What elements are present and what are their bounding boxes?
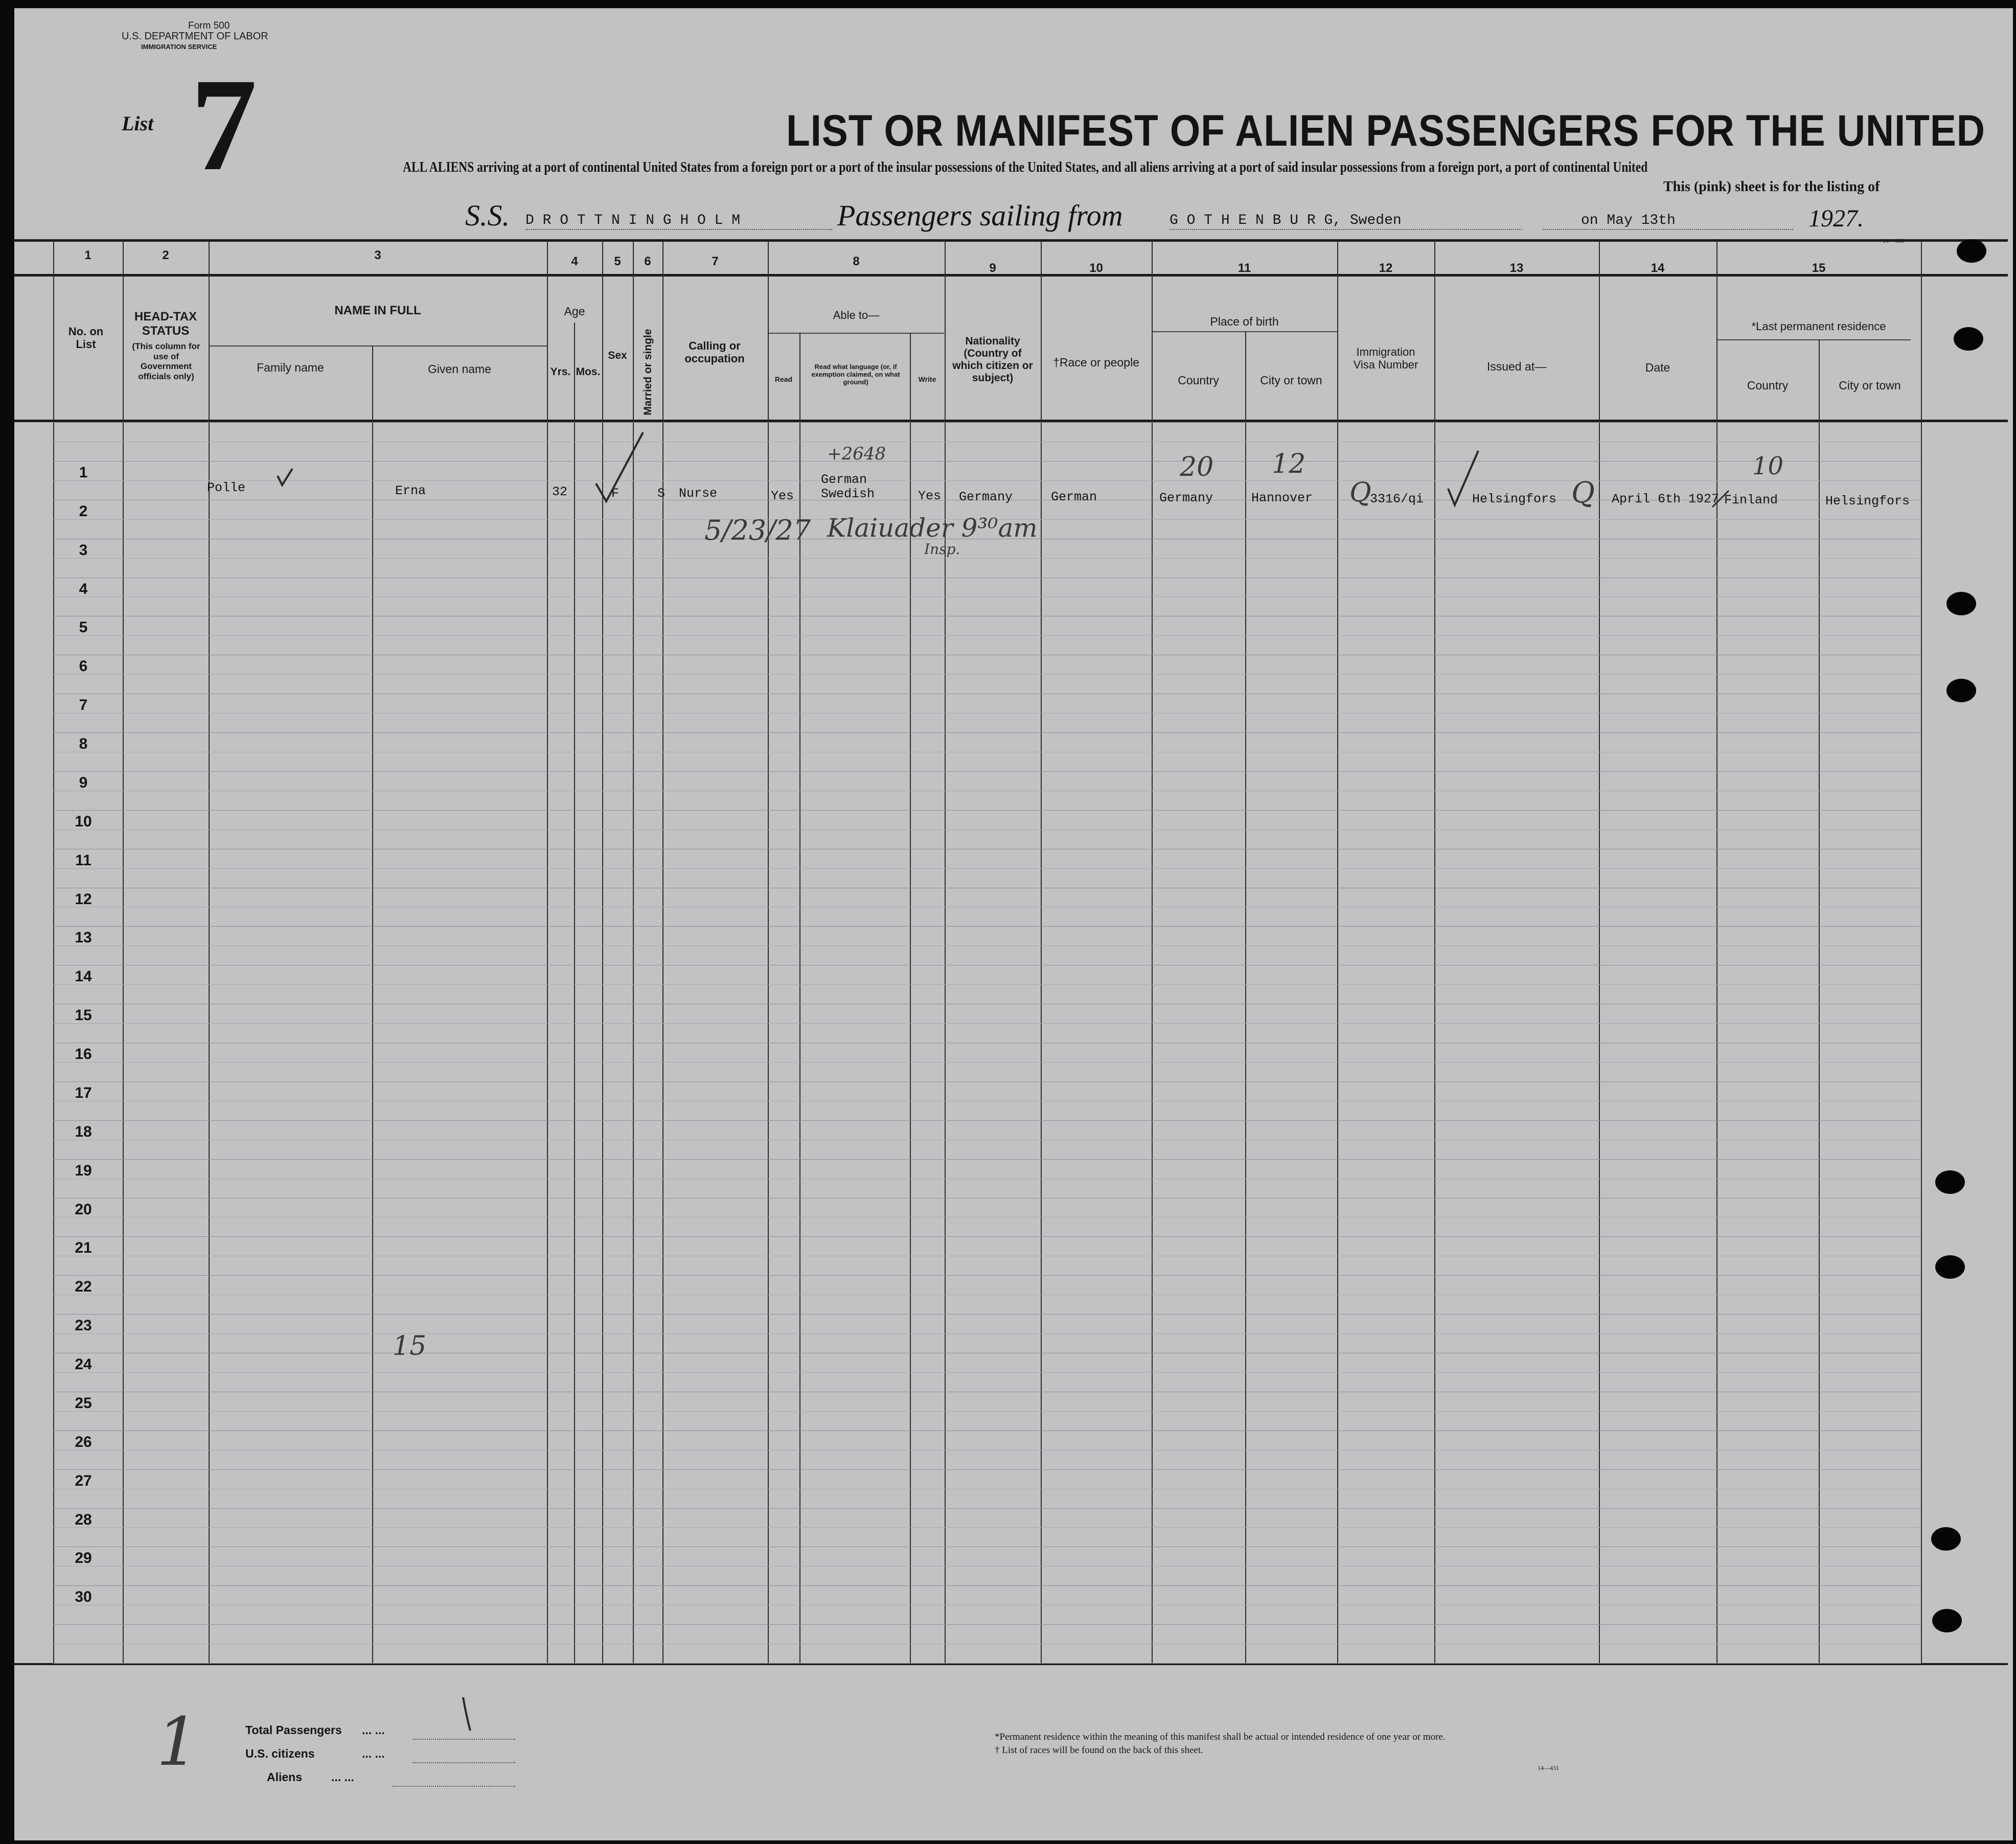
row-rule-fine — [53, 674, 1921, 675]
row-number: 24 — [75, 1356, 92, 1373]
row-number: 30 — [75, 1588, 92, 1605]
list-number: 7 — [191, 51, 257, 198]
cell-occupation: Nurse — [679, 486, 718, 501]
cell-birth-city: Hannover — [1251, 491, 1313, 505]
header-family-name: Family name — [257, 361, 324, 374]
row-rule — [53, 1236, 1921, 1237]
row-rule — [53, 1508, 1921, 1509]
row-rule — [53, 1585, 1921, 1586]
header-visa-number: Immigration Visa Number — [1353, 345, 1418, 372]
cell-family-name: Polle — [207, 480, 246, 495]
cell-res-country: Finland — [1724, 493, 1778, 508]
binder-hole — [1954, 327, 1983, 351]
col-num-11: 11 — [1238, 261, 1251, 275]
footer-aliens-line — [393, 1786, 515, 1787]
row-number: 14 — [75, 968, 92, 985]
cell-race: German — [1051, 490, 1097, 504]
header-res-city: City or town — [1839, 379, 1901, 392]
check-mark-icon — [1446, 448, 1481, 509]
header-name-in-full: NAME IN FULL — [334, 304, 421, 317]
row-rule — [53, 1120, 1921, 1121]
header-married: Married or single — [642, 329, 654, 416]
binder-hole — [1946, 679, 1976, 702]
sailing-date: on May 13th — [1581, 213, 1676, 228]
row-rule — [53, 1159, 1921, 1160]
header-last-residence: *Last permanent residence — [1751, 320, 1886, 333]
header-birth-country: Country — [1178, 374, 1219, 387]
row-number: 20 — [75, 1201, 92, 1218]
cell-language-2: Swedish — [821, 487, 875, 501]
header-mos: Mos. — [576, 366, 601, 378]
ship-underline — [525, 229, 832, 230]
footer-aliens: Aliens — [267, 1770, 303, 1784]
department-label: U.S. DEPARTMENT OF LABOR — [122, 31, 268, 42]
subtitle-line-2: This (pink) sheet is for the listing of — [1663, 179, 1880, 195]
col-line — [1434, 241, 1435, 1664]
row-number: 21 — [75, 1239, 92, 1256]
header-nationality: Nationality (Country of which citizen or subject) — [952, 335, 1033, 384]
col-line — [768, 241, 769, 1664]
col-num-13: 13 — [1509, 261, 1524, 275]
page-title: LIST OR MANIFEST OF ALIEN PASSENGERS FOR THE UNITED — [786, 106, 1985, 155]
row-number: 27 — [75, 1472, 92, 1489]
form-code-bottom: 14—431 — [1538, 1764, 1559, 1771]
row-number: 29 — [75, 1550, 92, 1566]
header-birth-city: City or town — [1260, 374, 1322, 387]
row-rule — [53, 771, 1921, 772]
header-read-language: Read what language (or, if exemption claimed, on what ground) — [811, 363, 900, 386]
row-rule-fine — [53, 1411, 1921, 1412]
footer-us-dots: ... ... — [362, 1747, 385, 1760]
row-number: 23 — [75, 1317, 92, 1334]
handwritten-tally-1: 1 — [156, 1703, 199, 1781]
header-given-name: Given name — [427, 362, 491, 376]
handwritten-lang-mark: +2648 — [827, 444, 886, 464]
subtitle-line-1: ALL ALIENS arriving at a port of continental United States from a foreign port or a port of the insular possessions of the United States, and all aliens arriving at a port of said insular possessions from a foreign port, a port of continental United — [403, 159, 1648, 175]
row-rule-fine — [53, 1333, 1921, 1334]
header-able-to: Able to— — [833, 309, 880, 321]
handwritten-annotation-date: 5/23/27 — [704, 514, 811, 546]
check-mark-icon — [1710, 489, 1731, 509]
cell-language-1: German — [821, 472, 867, 487]
row-number: 25 — [75, 1395, 92, 1412]
header-read: Read — [774, 375, 793, 383]
tally-mark-icon — [459, 1695, 479, 1736]
row-number: 4 — [79, 581, 88, 597]
row-rule-fine — [53, 1527, 1921, 1528]
binder-hole — [1935, 1170, 1965, 1194]
cell-issued-at: Helsingfors — [1472, 492, 1557, 506]
header-head-tax: HEAD-TAX STATUS — [134, 310, 197, 338]
col-line — [1152, 241, 1153, 1664]
check-mark-icon — [275, 466, 295, 491]
row-number: 2 — [79, 503, 88, 520]
col-num-2: 2 — [162, 248, 169, 262]
row-number: 19 — [75, 1162, 92, 1179]
port-underline — [1170, 229, 1522, 230]
cell-given-name: Erna — [395, 483, 426, 498]
header-res-country: Country — [1747, 379, 1789, 392]
row-rule-fine — [53, 1023, 1921, 1024]
row-number: 22 — [75, 1278, 92, 1295]
row-number: 13 — [75, 929, 92, 946]
handwritten-annotation-sub: Insp. — [924, 541, 960, 558]
header-race: †Race or people — [1053, 356, 1139, 369]
row-rule — [53, 461, 1921, 462]
binder-hole — [1946, 592, 1976, 615]
handwritten-annotation: Klaiuader 9³⁰am — [827, 513, 1038, 543]
footnote-residence: *Permanent residence within the meaning of this manifest shall be actual or intended residence of one year or more. — [995, 1732, 1446, 1742]
binder-hole — [1957, 239, 1986, 263]
header-yrs: Yrs. — [550, 366, 571, 378]
row-number: 5 — [79, 619, 88, 636]
row-rule-fine — [53, 829, 1921, 830]
row-number: 9 — [79, 774, 88, 791]
ship-name: D R O T T N I N G H O L M — [525, 213, 741, 228]
footer-total-line — [413, 1739, 515, 1740]
binder-hole — [1932, 1609, 1962, 1632]
footer-us-citizens: U.S. citizens — [245, 1747, 315, 1760]
able-subheader-rule — [768, 333, 944, 334]
row-rule-fine — [53, 984, 1921, 985]
table-top-rule — [14, 239, 2008, 242]
sailing-label: Passengers sailing from — [837, 199, 1123, 232]
row-number: 18 — [75, 1123, 92, 1140]
name-subheader-rule — [209, 345, 547, 347]
col-line — [53, 241, 54, 1664]
row-number: 17 — [75, 1085, 92, 1101]
row-number: 16 — [75, 1046, 92, 1063]
cell-birth-country: Germany — [1159, 491, 1213, 505]
col-line — [547, 241, 548, 1664]
date-underline — [1543, 229, 1793, 230]
header-age: Age — [564, 305, 585, 318]
row-number: 1 — [79, 464, 88, 481]
handwritten-issued-q: Q — [1571, 476, 1595, 510]
handwritten-birth-mark-b: 12 — [1272, 449, 1306, 479]
cell-date: April 6th 1927 — [1612, 492, 1720, 506]
col-line — [1041, 241, 1042, 1664]
row-rule — [53, 422, 1921, 423]
header-date: Date — [1645, 361, 1670, 374]
handwritten-visa-q: Q — [1349, 477, 1371, 508]
col-line — [1716, 241, 1717, 1664]
header-calling: Calling or occupation — [684, 339, 745, 365]
col-num-7: 7 — [712, 255, 719, 268]
row-rule — [53, 926, 1921, 927]
col-line — [1337, 241, 1338, 1664]
header-write: Write — [918, 375, 936, 383]
col-line — [209, 241, 210, 1664]
col-line — [1921, 241, 1922, 1664]
cell-write: Yes — [918, 489, 942, 503]
col-num-10: 10 — [1089, 261, 1103, 275]
footnote-races: † List of races will be found on the back of this sheet. — [995, 1745, 1203, 1756]
col-line — [662, 241, 663, 1664]
row-rule — [53, 1081, 1921, 1082]
cell-res-city: Helsingfors — [1825, 494, 1910, 509]
row-number: 28 — [75, 1511, 92, 1528]
row-number: 3 — [79, 542, 88, 559]
cell-read: Yes — [771, 489, 794, 503]
cell-sex: F — [611, 486, 620, 501]
row-number: 6 — [79, 658, 88, 675]
header-place-of-birth: Place of birth — [1210, 315, 1279, 328]
row-rule-fine — [53, 1372, 1921, 1373]
pob-subheader-rule — [1152, 331, 1337, 332]
row-number: 7 — [79, 697, 88, 713]
col-num-6: 6 — [644, 255, 651, 268]
service-label: IMMIGRATION SERVICE — [141, 43, 217, 51]
binder-hole — [1935, 1255, 1965, 1279]
res-subheader-rule — [1716, 339, 1911, 340]
row-number: 10 — [75, 813, 92, 830]
header-no-on-list: No. on List — [68, 325, 104, 351]
handwritten-res-mark: 10 — [1752, 452, 1784, 480]
col-line — [574, 322, 575, 1664]
col-num-15: 15 — [1812, 261, 1826, 275]
header-head-tax-note: (This column for use of Government officials only) — [132, 341, 200, 381]
handwritten-tally-15: 15 — [393, 1331, 427, 1362]
manifest-sheet — [14, 8, 2013, 1840]
footer-total-dots: ... ... — [362, 1723, 385, 1737]
row-number: 8 — [79, 735, 88, 752]
row-rule — [53, 1314, 1921, 1315]
col-num-3: 3 — [374, 248, 381, 262]
row-rule — [53, 1469, 1921, 1470]
row-number: 11 — [75, 852, 91, 869]
col-line — [1819, 339, 1820, 1664]
row-rule-fine — [53, 558, 1921, 559]
col-num-5: 5 — [614, 255, 621, 268]
footer-us-line — [413, 1762, 515, 1763]
cell-age-yrs: 32 — [552, 485, 568, 499]
port-name: G O T H E N B U R G, Sweden — [1170, 213, 1402, 228]
row-rule-fine — [53, 868, 1921, 869]
col-line — [1599, 241, 1600, 1664]
col-num-1: 1 — [84, 248, 91, 262]
handwritten-birth-mark-a: 20 — [1180, 452, 1214, 482]
col-line — [123, 241, 124, 1664]
list-label: List — [122, 112, 154, 135]
row-rule — [53, 1624, 1921, 1625]
col-num-4: 4 — [571, 255, 578, 268]
row-number: 15 — [75, 1007, 92, 1024]
col-num-14: 14 — [1651, 261, 1665, 275]
col-line — [945, 241, 946, 1664]
col-num-9: 9 — [989, 261, 996, 275]
row-rule — [53, 1275, 1921, 1276]
row-rule-fine — [53, 635, 1921, 636]
cell-visa-number: 3316/qi — [1370, 492, 1424, 506]
row-number: 26 — [75, 1434, 92, 1450]
binder-hole — [1931, 1527, 1961, 1551]
col-line — [1245, 331, 1246, 1664]
header-issued-at: Issued at— — [1486, 360, 1547, 373]
footer-total-passengers: Total Passengers — [245, 1723, 342, 1737]
ss-label: S.S. — [465, 199, 510, 232]
col-num-12: 12 — [1379, 261, 1393, 275]
row-rule — [53, 810, 1921, 811]
form-number: Form 500 — [188, 20, 230, 31]
row-rule — [53, 1663, 1921, 1664]
col-num-8: 8 — [853, 255, 860, 268]
check-mark-icon — [592, 427, 648, 509]
footer-aliens-dots: ... ... — [331, 1770, 354, 1784]
row-number: 12 — [75, 891, 92, 908]
cell-nationality: Germany — [959, 490, 1013, 504]
sailing-year: 1927. — [1808, 205, 1864, 232]
row-rule — [53, 732, 1921, 733]
col-line — [372, 345, 373, 1664]
row-rule-fine — [53, 596, 1921, 597]
row-rule-fine — [53, 480, 1921, 481]
cell-married: S — [657, 486, 666, 501]
row-rule-fine — [53, 1062, 1921, 1063]
header-sex: Sex — [608, 350, 627, 361]
